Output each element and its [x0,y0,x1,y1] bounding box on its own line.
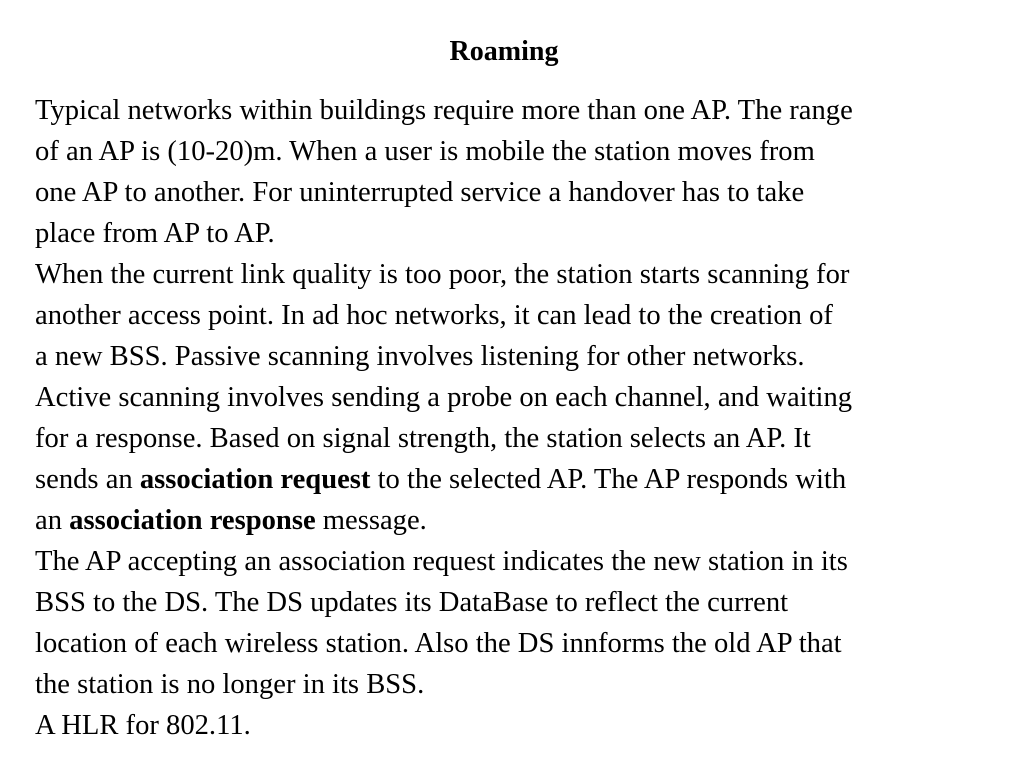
text-line: another access point. In ad hoc networks, it can lead to the creation of [35,300,833,331]
text-line: of an AP is (10-20)m. When a user is mobile the station moves from [35,136,815,167]
text-segment: to the selected AP. The AP responds with [370,464,847,495]
text-line: Typical networks within buildings require more than one AP. The range [35,95,853,126]
slide-title: Roaming [449,36,559,67]
text-line-association-response [35,500,1020,541]
text-line: location of each wireless station. Also the DS innforms the old AP that [35,628,842,659]
text-line: a new BSS. Passive scanning involves listening for other networks. [35,341,805,372]
slide-body [35,90,1020,746]
paragraph-intro [35,90,1020,254]
text-segment: sends an [35,464,140,495]
text-line: BSS to the DS. The DS updates its DataBase to reflect the current [35,587,789,618]
term-association-response: association response [69,505,316,536]
text-line: the station is no longer in its BSS. [35,669,425,700]
text-segment: message. [315,505,427,536]
text-line: place from AP to AP. [35,218,275,249]
text-line: for a response. Based on signal strength, the station selects an AP. It [35,423,811,454]
text-line: When the current link quality is too poor, the station starts scanning for [35,259,850,290]
term-association-request: association request [139,464,371,495]
text-line: Active scanning involves sending a probe on each channel, and waiting [35,382,853,413]
text-line: The AP accepting an association request indicates the new station in its [35,546,848,577]
text-line-association-request [35,459,1020,500]
text-line: A HLR for 802.11. [35,710,251,741]
paragraph-scanning [35,254,1020,541]
paragraph-ds-update [35,541,1020,705]
text-line: one AP to another. For uninterrupted service a handover has to take [35,177,805,208]
paragraph-hlr [35,705,1020,746]
text-segment: an [35,505,70,536]
